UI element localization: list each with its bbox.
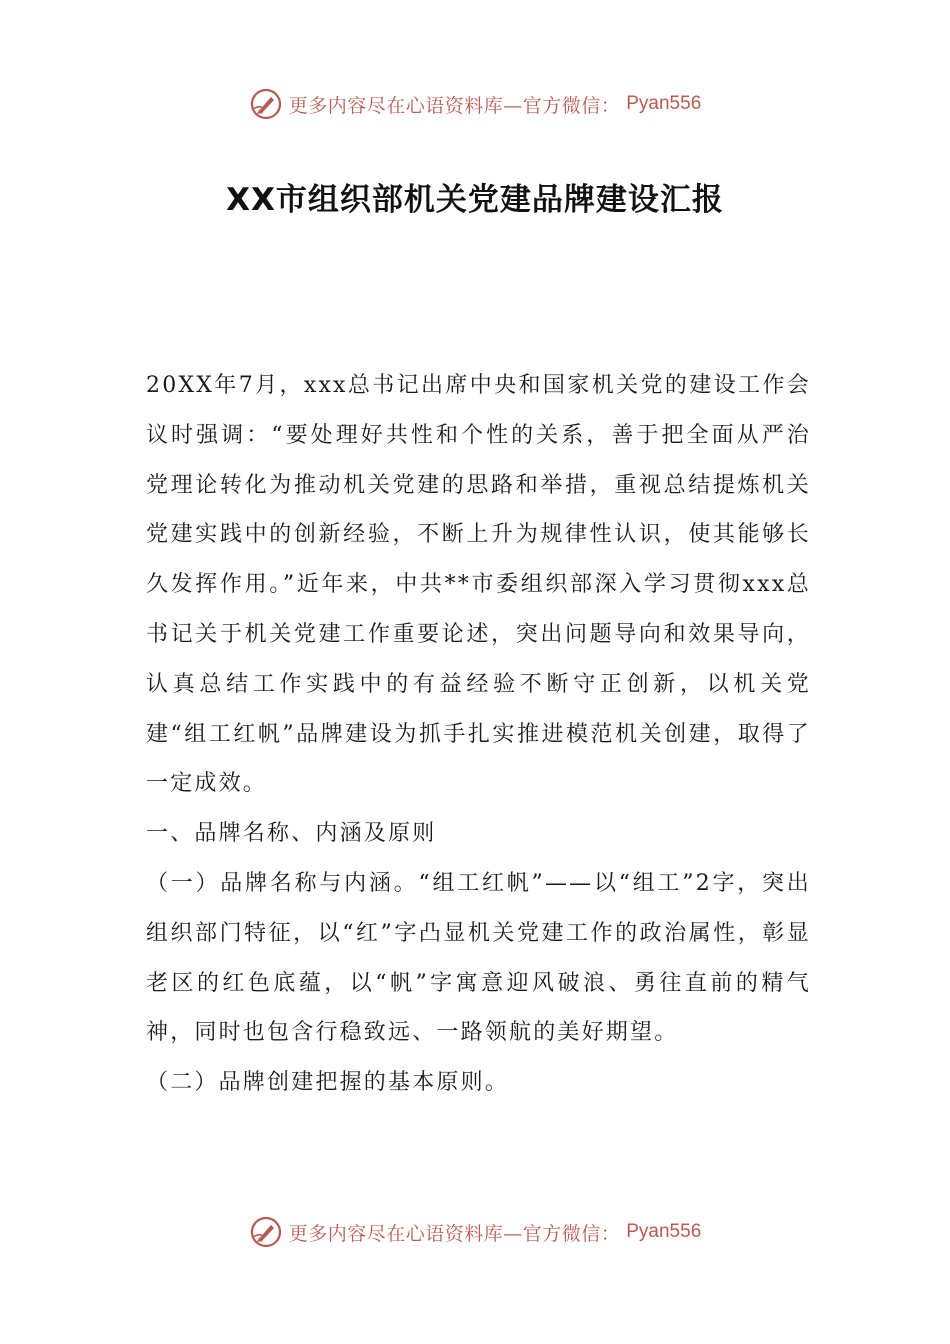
watermark-text: 更多内容尽在心语资料库—官方微信： bbox=[288, 94, 621, 117]
watermark-text: 更多内容尽在心语资料库—官方微信： bbox=[288, 1222, 621, 1245]
document-body bbox=[146, 361, 811, 1108]
pen-logo-icon bbox=[249, 87, 283, 121]
watermark-header bbox=[0, 84, 950, 124]
subsection-heading: （二）品牌创建把握的基本原则。 bbox=[146, 1070, 510, 1096]
subsection-paragraph: （一）品牌名称与内涵。“组工红帆”——以“组工”2字，突出组织部门特征，以“红”字凸显机关党建工作的政治属性，彰显老区的红色底蕴，以“帆”字寓意迎风破浪、勇往直前的精气神，同时也包含行稳致远、一路领航的美好期望。 bbox=[146, 870, 811, 1046]
watermark-wechat-id: Pyan556 bbox=[626, 1221, 702, 1242]
section-heading: 一、品牌名称、内涵及原则 bbox=[146, 821, 437, 847]
pen-logo-icon bbox=[249, 1215, 283, 1249]
intro-paragraph: 20XX年7月，xxx总书记出席中央和国家机关党的建设工作会议时强调：“要处理好共性和个性的关系，善于把全面从严治党理论转化为推动机关党建的思路和举措，重视总结提炼机关党建实践中的创新经验，不断上升为规律性认识，使其能够长久发挥作用。”近年来，中共**市委组织部深入学习贯彻xxx总书记关于机关党建工作重要论述，突出问题导向和效果导向，认真总结工作实践中的有益经验不断守正创新，以机关党建“组工红帆”品牌建设为抓手扎实推进模范机关创建，取得了一定成效。 bbox=[146, 373, 811, 797]
document-title: XX市组织部机关党建品牌建设汇报 bbox=[226, 182, 724, 218]
watermark-wechat-id: Pyan556 bbox=[626, 93, 702, 114]
watermark-footer bbox=[0, 1212, 950, 1252]
